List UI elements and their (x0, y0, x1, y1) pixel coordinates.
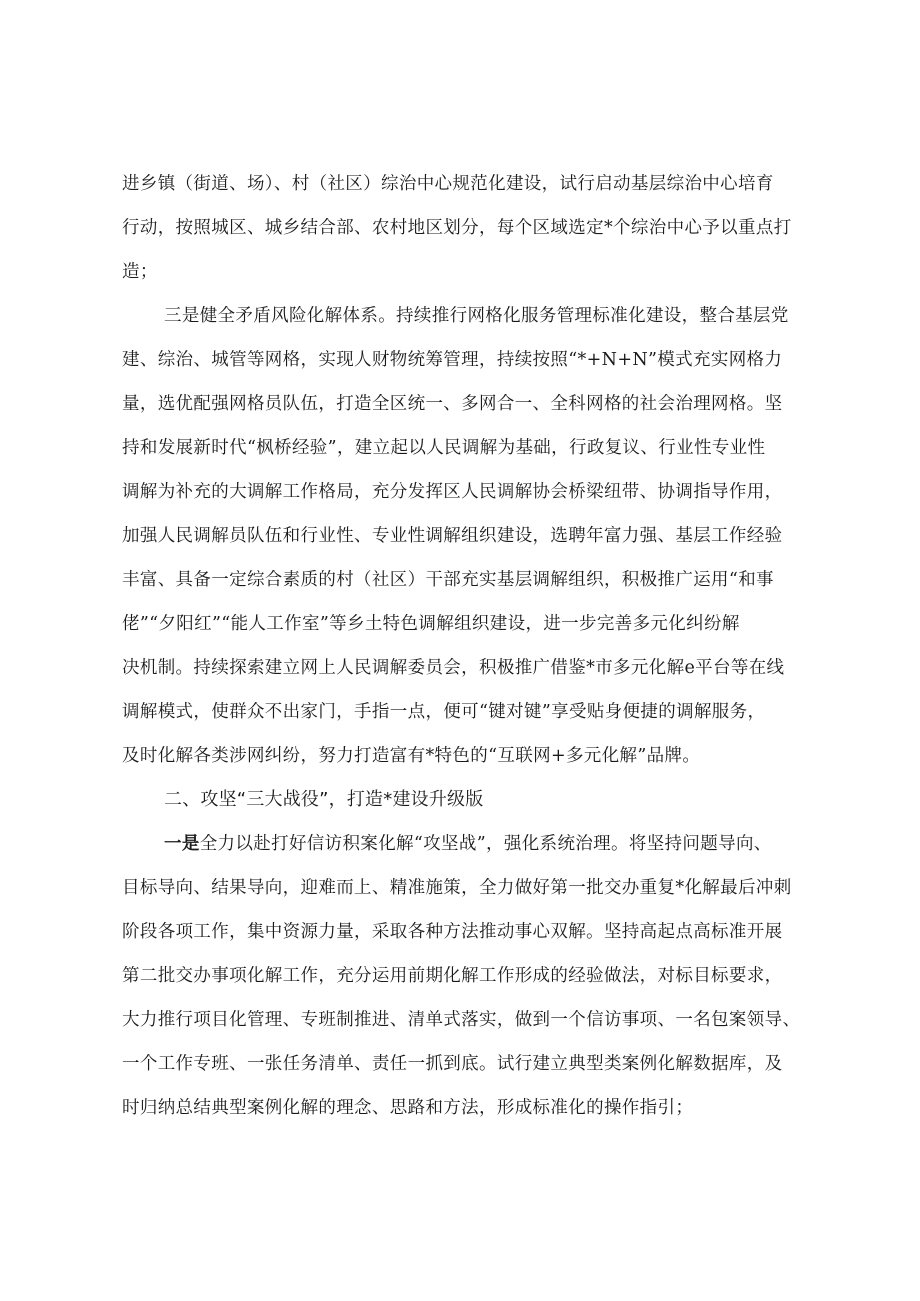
paragraph-line: 三是健全矛盾风险化解体系。持续推行网格化服务管理标准化建设，整合基层党 (164, 306, 789, 326)
paragraph-line: 一个工作专班、一张任务清单、责任一抓到底。试行建立典型类案例化解数据库，及 (122, 1054, 783, 1074)
paragraph-line (164, 832, 772, 856)
section-heading: 二、攻坚“三大战役”，打造*建设升级版 (164, 789, 484, 810)
paragraph-line: 调解为补充的大调解工作格局，充分发挥区人民调解协会桥梁纽带、协调指导作用， (122, 482, 783, 502)
paragraph-line: 持和发展新时代“枫桥经验”，建立起以人民调解为基础，行政复议、行业性专业性 (122, 438, 766, 458)
paragraph-line: 大力推行项目化管理、专班制推进、清单式落实，做到一个信访事项、一名包案领导、 (122, 1010, 801, 1030)
paragraph-line: 阶段各项工作，集中资源力量，采取各种方法推动事心双解。坚持高起点高标准开展 (122, 922, 783, 942)
paragraph-line: 时归纳总结典型案例化解的理念、思路和方法，形成标准化的操作指引； (122, 1098, 694, 1118)
lead-text: 全力以赴打好信访积案化解“攻坚战”，强化系统治理。将坚持问题导向、 (199, 834, 772, 854)
paragraph-line: 及时化解各类涉网纠纷，努力打造富有*特色的“互联网+多元化解”品牌。 (122, 746, 701, 766)
paragraph-line: 丰富、具备一定综合素质的村（社区）干部充实基层调解组织，积极推广运用“和事 (122, 570, 774, 590)
paragraph-line: 造； (122, 262, 158, 282)
paragraph-line: 调解模式，使群众不出家门，手指一点，便可“键对键”享受贴身便捷的调解服务， (122, 702, 766, 722)
paragraph-line: 量，选优配强网格员队伍，打造全区统一、多网合一、全科网格的社会治理网格。坚 (122, 394, 783, 414)
paragraph-line: 建、综治、城管等网格，实现人财物统筹管理，持续按照“*+N+N”模式充实网格力 (122, 350, 783, 370)
paragraph-line: 行动，按照城区、城乡结合部、农村地区划分，每个区域选定*个综治中心予以重点打 (122, 218, 792, 238)
paragraph-line: 佬”“夕阳红”“能人工作室”等乡土特色调解组织建设，进一步完善多元化纠纷解 (122, 614, 740, 634)
paragraph-line: 目标导向、结果导向，迎难而上、精准施策，全力做好第一批交办重复*化解最后冲刺 (122, 878, 792, 898)
paragraph-line: 进乡镇（街道、场）、村（社区）综治中心规范化建设，试行启动基层综治中心培育 (122, 174, 774, 194)
lead-phrase: 一是 (164, 834, 200, 854)
paragraph-line: 加强人民调解员队伍和行业性、专业性调解组织建设，选聘年富力强、基层工作经验 (122, 526, 783, 546)
paragraph-line: 决机制。持续探索建立网上人民调解委员会，积极推广借鉴*市多元化解e平台等在线 (122, 658, 785, 678)
paragraph-line: 第二批交办事项化解工作，充分运用前期化解工作形成的经验做法，对标目标要求， (122, 966, 783, 986)
